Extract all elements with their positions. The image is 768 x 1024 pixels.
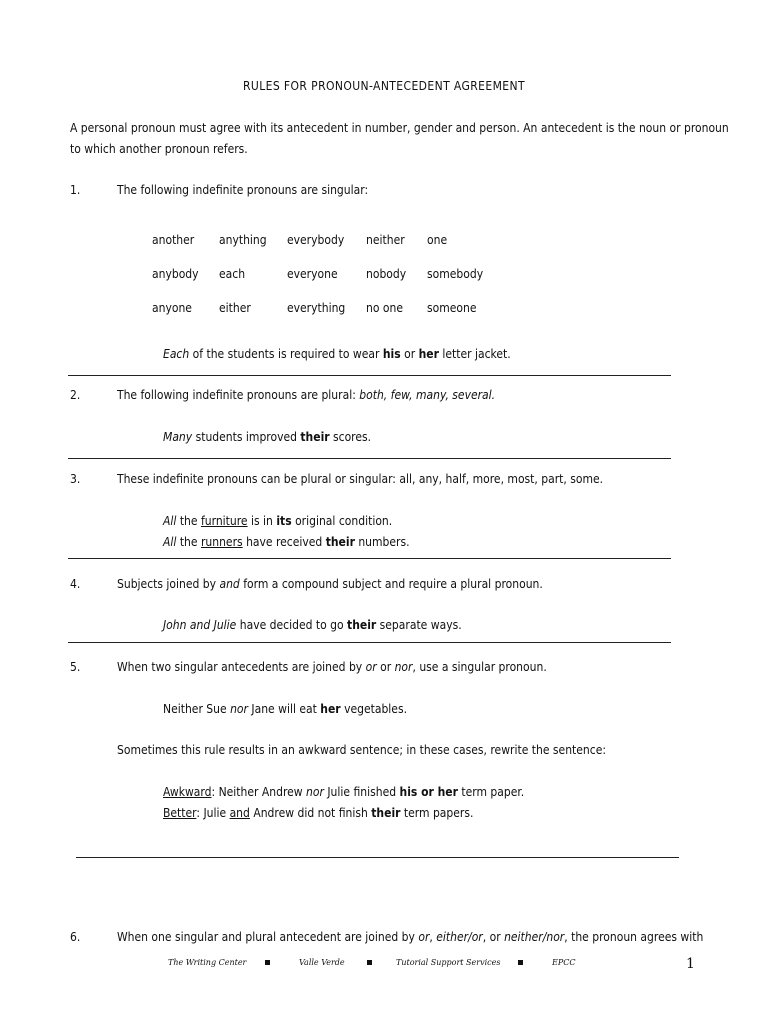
text: term paper. — [457, 785, 525, 799]
text: numbers. — [354, 535, 410, 549]
pronoun-word: everyone — [287, 267, 338, 281]
text: or — [400, 347, 419, 361]
emph: nor — [230, 702, 248, 716]
pronoun-bold: his or her — [399, 785, 458, 799]
rule5-better — [163, 806, 473, 820]
rule6-text — [117, 930, 703, 944]
rule6-number: 6. — [70, 930, 81, 944]
footer-bullet-icon — [367, 960, 372, 965]
rule3-text: These indefinite pronouns can be plural or singular: all, any, half, more, most, part, some. — [117, 472, 604, 486]
text: Neither Sue — [163, 702, 231, 716]
rule3-example-2 — [163, 535, 410, 549]
intro-line-1: A personal pronoun must agree with its antecedent in number, gender and person. An antecedent is the noun or pronoun — [70, 121, 729, 135]
pronoun-bold: her — [320, 702, 341, 716]
text: , use a singular pronoun. — [412, 660, 547, 674]
pronoun-word: someone — [427, 301, 477, 315]
pronoun-bold: their — [347, 618, 377, 632]
divider — [68, 642, 671, 643]
divider — [68, 558, 671, 559]
rule1-number: 1. — [70, 183, 81, 197]
rule5-text — [117, 660, 547, 674]
text: Jane will eat — [247, 702, 321, 716]
pronoun-word: somebody — [427, 267, 484, 281]
emph: both, few, many, several. — [359, 388, 496, 402]
divider — [68, 375, 671, 376]
emph: All — [163, 514, 177, 528]
rule4-example — [163, 618, 462, 632]
text: When one singular and plural antecedent are joined by — [117, 930, 419, 944]
text: of the students is required to wear — [189, 347, 383, 361]
pronoun-word: nobody — [366, 267, 407, 281]
emph: or — [365, 660, 377, 674]
divider — [68, 458, 671, 459]
text: original condition. — [291, 514, 393, 528]
rule5-note: Sometimes this rule results in an awkward sentence; in these cases, rewrite the sentence: — [117, 743, 606, 757]
pronoun-word: everything — [287, 301, 346, 315]
pronoun-row — [152, 267, 507, 301]
pronoun-bold: his — [382, 347, 401, 361]
emph: or — [418, 930, 430, 944]
rule5-example — [163, 702, 407, 716]
emph: either/or — [436, 930, 483, 944]
pronoun-word: neither — [366, 233, 405, 247]
text: term papers. — [400, 806, 474, 820]
emph: All — [163, 535, 177, 549]
pronoun-word: another — [152, 233, 195, 247]
pronoun-word: either — [219, 301, 251, 315]
text: form a compound subject and require a plural pronoun. — [239, 577, 543, 591]
footer-writing-center: The Writing Center — [168, 958, 247, 967]
emph: and — [219, 577, 240, 591]
intro-line-2: to which another pronoun refers. — [70, 142, 248, 156]
footer-bullet-icon — [265, 960, 270, 965]
text: , — [429, 930, 437, 944]
pronoun-bold: their — [325, 535, 355, 549]
text: the — [176, 514, 201, 528]
text: or — [376, 660, 395, 674]
footer-valle-verde: Valle Verde — [299, 958, 345, 967]
page-title: RULES FOR PRONOUN-ANTECEDENT AGREEMENT — [243, 79, 525, 93]
rule4-text — [117, 577, 543, 591]
pronoun-word: anyone — [152, 301, 192, 315]
text: Julie finished — [323, 785, 400, 799]
pronoun-word: one — [427, 233, 448, 247]
text: The following indefinite pronouns are plural: — [117, 388, 360, 402]
underlined: runners — [200, 535, 243, 549]
singular-pronoun-table — [152, 233, 507, 335]
underlined: and — [229, 806, 250, 820]
text: Andrew did not finish — [249, 806, 372, 820]
rule2-example — [163, 430, 371, 444]
emph: John and Julie — [163, 618, 237, 632]
page-number: 1 — [686, 956, 695, 972]
emph: Each — [163, 347, 190, 361]
pronoun-word: everybody — [287, 233, 345, 247]
text: have received — [242, 535, 326, 549]
text: vegetables. — [340, 702, 407, 716]
text: scores. — [329, 430, 372, 444]
pronoun-word: each — [219, 267, 246, 281]
pronoun-bold: their — [300, 430, 330, 444]
footer-tutorial-services: Tutorial Support Services — [396, 958, 501, 967]
text: have decided to go — [236, 618, 348, 632]
footer-bullet-icon — [518, 960, 523, 965]
text: Subjects joined by — [117, 577, 220, 591]
underlined: Awkward — [163, 785, 212, 799]
pronoun-word: anything — [219, 233, 267, 247]
rule1-example — [163, 347, 511, 361]
rule4-number: 4. — [70, 577, 81, 591]
rule1-text: The following indefinite pronouns are singular: — [117, 183, 369, 197]
text: the — [176, 535, 201, 549]
emph: Many — [163, 430, 193, 444]
text: : Julie — [196, 806, 230, 820]
pronoun-word: no one — [366, 301, 403, 315]
emph: neither/nor — [504, 930, 565, 944]
rule3-number: 3. — [70, 472, 81, 486]
text: , or — [482, 930, 505, 944]
emph: nor — [306, 785, 324, 799]
rule5-awkward — [163, 785, 524, 799]
text: : Neither Andrew — [211, 785, 307, 799]
text: letter jacket. — [438, 347, 511, 361]
divider — [76, 857, 679, 858]
text: students improved — [192, 430, 301, 444]
pronoun-bold: her — [418, 347, 439, 361]
underlined: Better — [163, 806, 197, 820]
rule5-number: 5. — [70, 660, 81, 674]
text: When two singular antecedents are joined by — [117, 660, 366, 674]
pronoun-row — [152, 301, 507, 335]
rule3-example-1 — [163, 514, 392, 528]
emph: nor — [394, 660, 413, 674]
underlined: furniture — [200, 514, 248, 528]
text: is in — [247, 514, 277, 528]
pronoun-bold: their — [371, 806, 401, 820]
pronoun-bold: its — [276, 514, 292, 528]
pronoun-word: anybody — [152, 267, 199, 281]
footer-epcc: EPCC — [552, 958, 576, 967]
rule2-number: 2. — [70, 388, 81, 402]
pronoun-row — [152, 233, 507, 267]
rule2-text — [117, 388, 495, 402]
text: separate ways. — [376, 618, 462, 632]
text: , the pronoun agrees with — [564, 930, 704, 944]
